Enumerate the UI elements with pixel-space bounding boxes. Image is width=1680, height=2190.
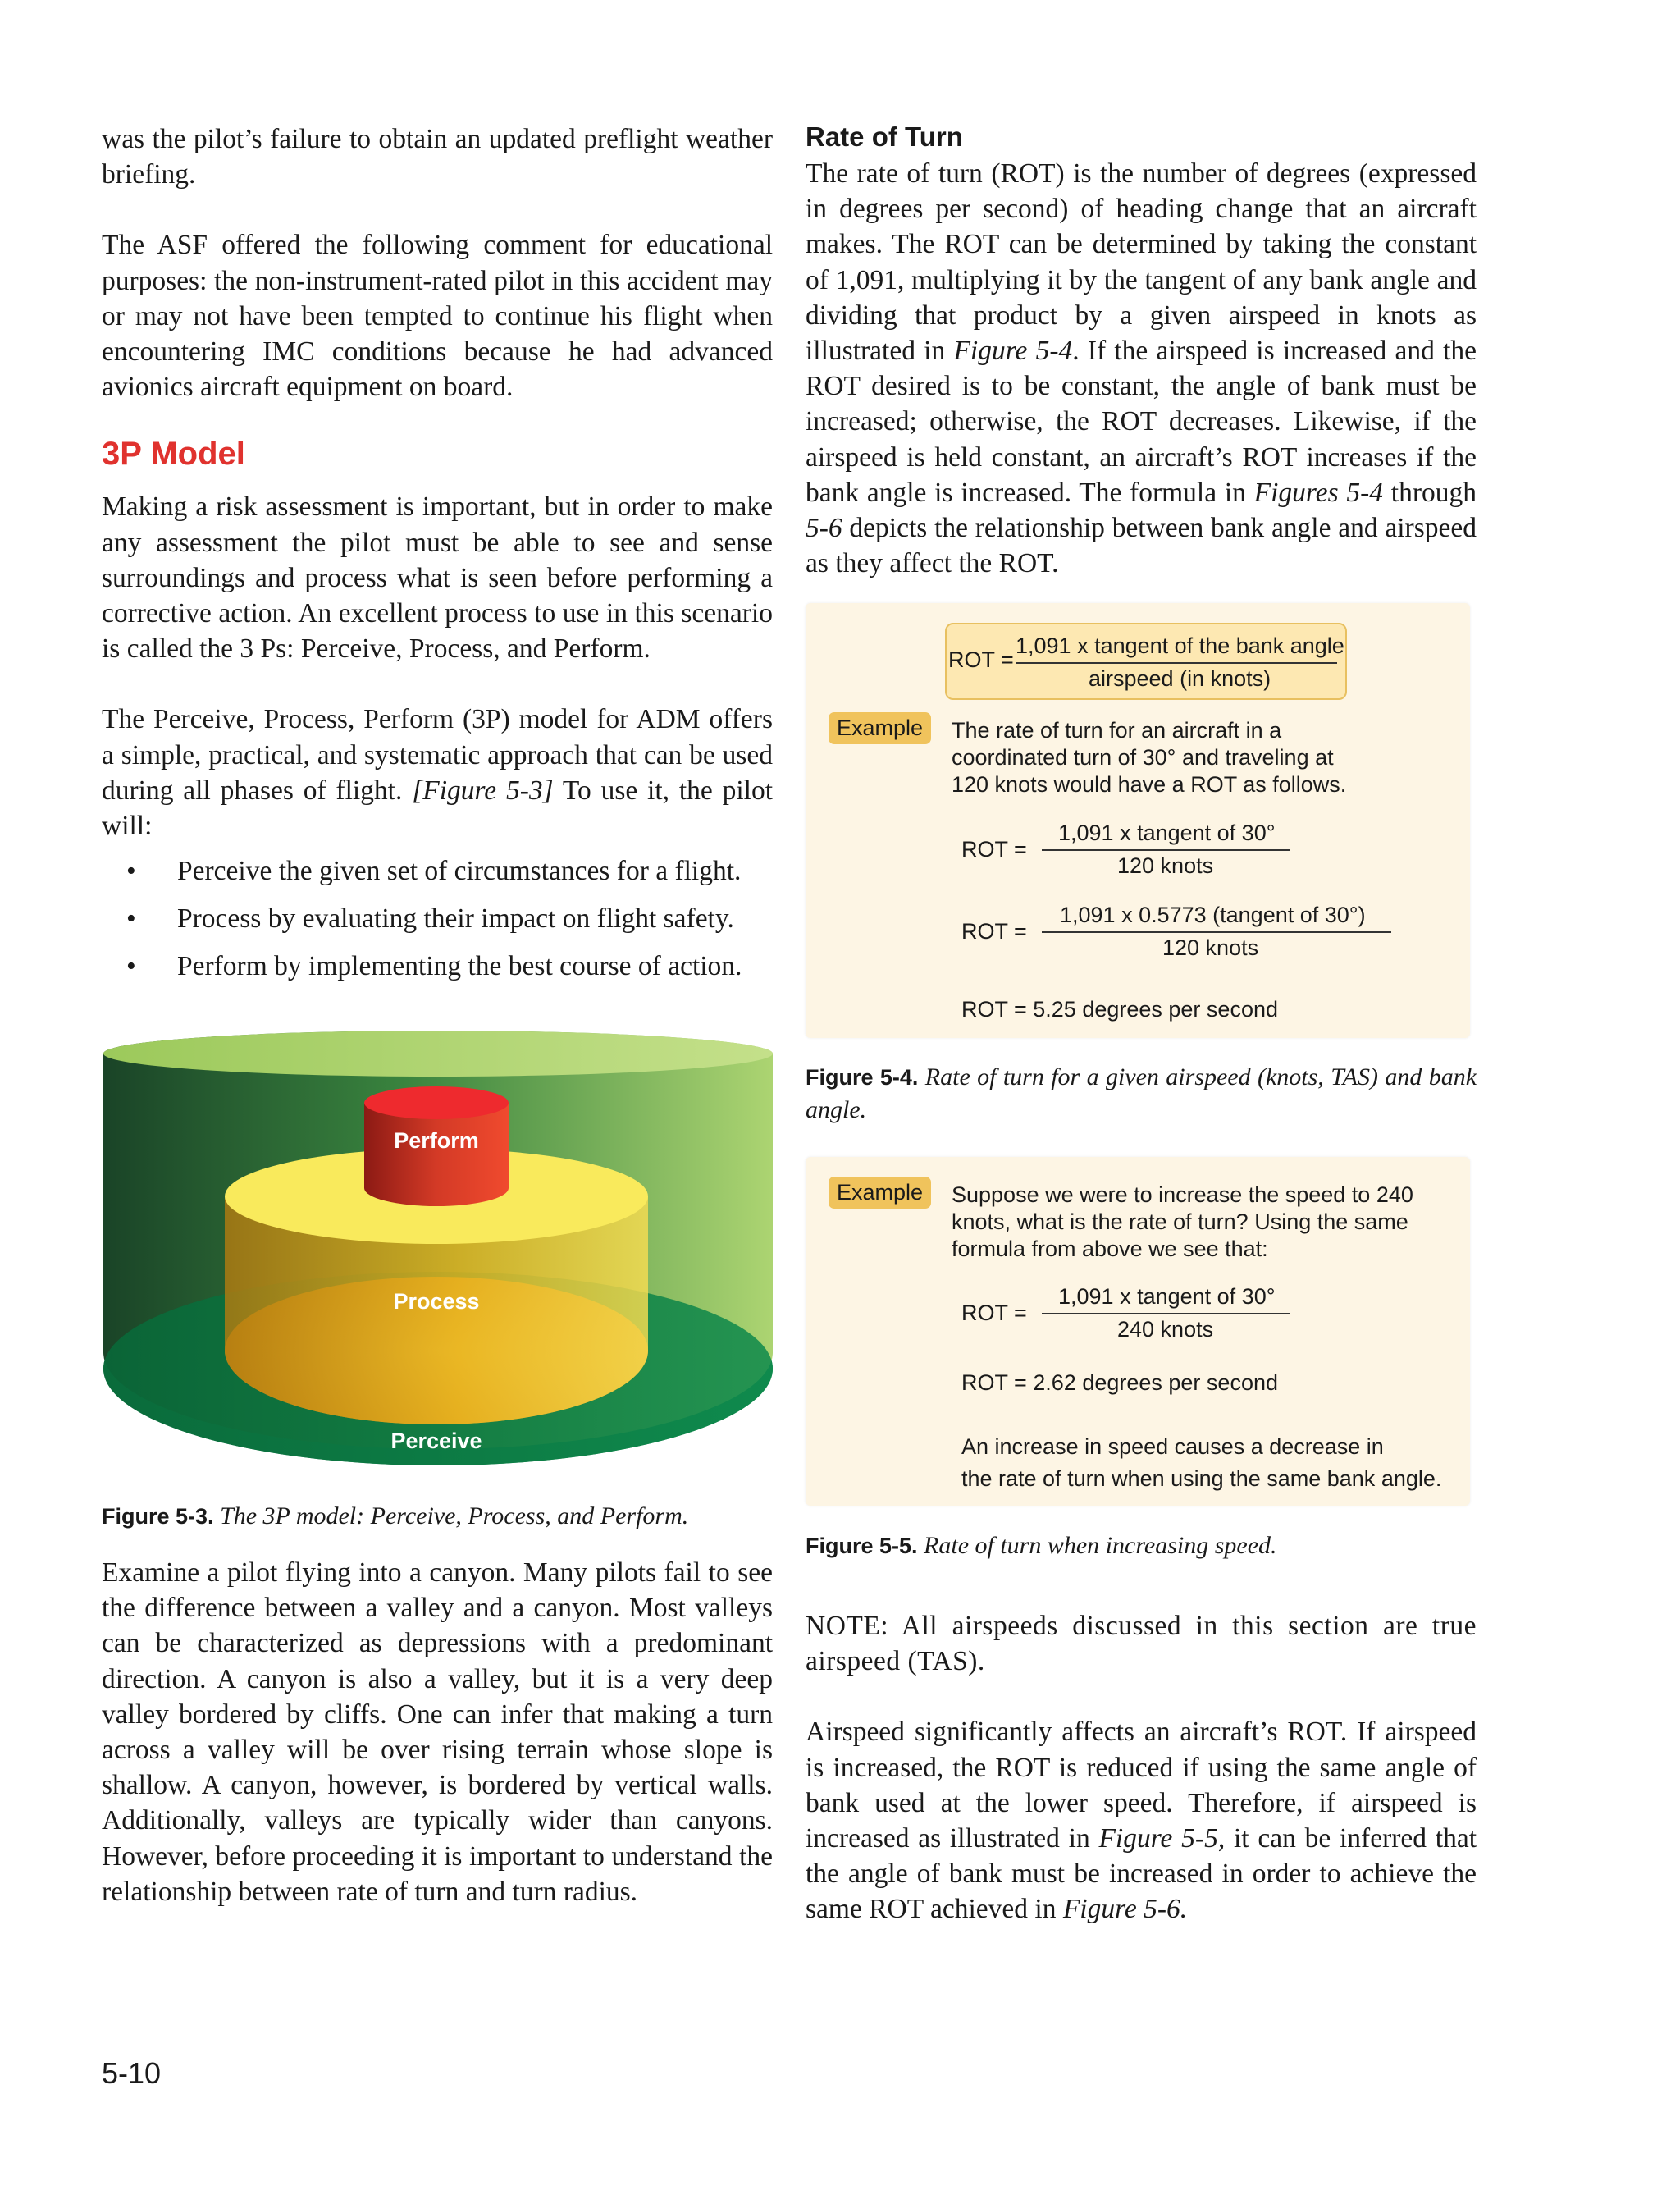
- label-perceive: Perceive: [390, 1429, 482, 1453]
- formula-rot-label: ROT =: [948, 647, 1014, 672]
- heading-rate-of-turn: Rate of Turn: [806, 121, 963, 152]
- eq2-numerator: 1,091 x 0.5773 (tangent of 30°): [1060, 903, 1366, 927]
- figure-5-3-caption: [102, 1500, 773, 1533]
- figure-5-5-label: Figure 5-5.: [806, 1534, 918, 1558]
- figure-5-3-label: Figure 5-3.: [102, 1504, 214, 1529]
- rot-text-d: depicts the relationship between bank angle and airspeed as they affect the ROT.: [806, 513, 1477, 579]
- figure-5-3-ref: [Figure 5-3]: [412, 775, 554, 806]
- heading-3p-model: 3P Model: [102, 436, 245, 473]
- eq1-numerator: 1,091 x tangent of 30°: [1058, 821, 1276, 845]
- rot-text-b: . If the airspeed is increased and the ROT desired is to be constant, the angle of bank must be increased; otherwise, the ROT decreases. Likewise, if the airspeed is held constant, an aircraft’s ROT increases if the bank angle is increased. The formula in: [806, 336, 1477, 508]
- paragraph-3p-model: [102, 702, 773, 844]
- figures-5-4-ref: Figures 5-4: [1253, 477, 1384, 508]
- figure-5-6-ref-2: Figure 5-6.: [1062, 1894, 1188, 1925]
- figure-5-6-ref: 5-6: [806, 513, 842, 544]
- figure-5-4-panel: [806, 603, 1470, 1038]
- eq1-lhs: ROT =: [961, 837, 1027, 862]
- rot-text-a: The rate of turn (ROT) is the number of degrees (expressed in degrees per second) of heading change that an aircraft makes. The ROT can be determined by taking the constant of 1,091, multiplying it by the tangent of any bank angle and dividing that product by a given airspeed in knots as illustrated in: [806, 158, 1477, 367]
- paragraph-rot-definition: [806, 156, 1477, 581]
- eq1-denominator: 120 knots: [1117, 853, 1214, 878]
- formula-denominator: airspeed (in knots): [1089, 666, 1271, 691]
- example-2-line-3: formula from above we see that:: [952, 1237, 1268, 1261]
- example-1-line-3: 120 knots would have a ROT as follows.: [952, 772, 1347, 797]
- eq2-fraction-bar: [1042, 931, 1391, 933]
- figure-5-4-caption: [806, 1061, 1477, 1127]
- figure-5-4-label: Figure 5-4.: [806, 1065, 919, 1090]
- bullet-perceive: • Perceive the given set of circumstances for a flight.: [102, 853, 773, 889]
- figure-5-5-caption: [806, 1529, 1477, 1562]
- result-2-62: ROT = 2.62 degrees per second: [961, 1370, 1278, 1395]
- paragraph-briefing: was the pilot’s failure to obtain an updated preflight weather briefing.: [102, 124, 773, 190]
- p4-text-a: The Perceive, Process, Perform (3P) model for ADM offers a simple, practical, and systematic approach that can be used during all phases of flight.: [102, 704, 773, 806]
- example-2-line-2: knots, what is the rate of turn? Using the same: [952, 1209, 1408, 1234]
- right-lower-block: [806, 1608, 1477, 1927]
- example-badge-2: Example: [829, 1177, 931, 1209]
- example-1-line-1: The rate of turn for an aircraft in a: [952, 718, 1282, 743]
- canyon-paragraph-block: [102, 1555, 773, 1909]
- perform-top-ellipse: [364, 1086, 509, 1119]
- figure-5-5-ref: Figure 5-5,: [1098, 1823, 1226, 1854]
- bullet-perform: • Perform by implementing the best course of action.: [102, 949, 773, 984]
- figure-5-3-caption-text: The 3P model: Perceive, Process, and Perform.: [220, 1502, 689, 1529]
- formula-fraction-bar: [1016, 662, 1337, 664]
- label-perform: Perform: [394, 1128, 479, 1153]
- airspeed-text-b: it can be inferred that the angle of bank must be increased in order to achieve the same ROT achieved in: [806, 1823, 1477, 1925]
- bullet-process: • Process by evaluating their impact on flight safety.: [102, 901, 773, 936]
- result-5-25: ROT = 5.25 degrees per second: [961, 997, 1278, 1022]
- perceive-top-ellipse: [103, 1031, 773, 1077]
- bullet-list: [102, 853, 773, 984]
- paragraph-asf-comment: The ASF offered the following comment for educational purposes: the non-instrument-rated pilot in this accident may or may not have been tempted to continue his flight when encountering IMC conditions because he had advanced avionics aircraft equipment on board.: [102, 230, 773, 403]
- eq2-lhs: ROT =: [961, 919, 1027, 944]
- speed-note-line-2: the rate of turn when using the same bank angle.: [961, 1466, 1442, 1491]
- airspeed-text-a: Airspeed significantly affects an aircraft’s ROT. If airspeed is increased, the ROT is reduced if using the same angle of bank used at the lower speed. Therefore, if airspeed is increased as illustrated in: [806, 1717, 1477, 1854]
- formula-numerator: 1,091 x tangent of the bank angle: [1016, 633, 1344, 658]
- eq3-denominator: 240 knots: [1117, 1317, 1214, 1342]
- p4-text-b: To use it, the pilot will:: [102, 775, 774, 842]
- paragraph-airspeed-effect: [806, 1714, 1477, 1927]
- eq3-fraction-bar: [1042, 1313, 1290, 1314]
- example-badge-1: Example: [829, 712, 931, 744]
- figure-5-4-caption-text: Rate of turn for a given airspeed (knots, TAS) and bank angle.: [806, 1063, 1477, 1123]
- left-column: [102, 121, 773, 996]
- paragraph-risk-assessment: Making a risk assessment is important, but in order to make any assessment the pilot must be able to see and sense surroundings and process what is seen before performing a corrective action. An excellent process to use in this scenario is called the 3 Ps: Perceive, Process, and Perform.: [102, 491, 773, 665]
- label-process: Process: [393, 1289, 480, 1314]
- example-2-line-1: Suppose we were to increase the speed to 240: [952, 1182, 1413, 1207]
- speed-note-line-1: An increase in speed causes a decrease in: [961, 1434, 1384, 1459]
- eq2-denominator: 120 knots: [1162, 935, 1259, 960]
- figure-5-4-ref: Figure 5-4: [953, 336, 1073, 367]
- paragraph-note-tas: NOTE: All airspeeds discussed in this section are true airspeed (TAS).: [806, 1611, 1477, 1677]
- eq1-fraction-bar: [1042, 849, 1290, 851]
- right-column: [806, 121, 1477, 581]
- figure-5-5-caption-text: Rate of turn when increasing speed.: [924, 1532, 1277, 1559]
- rot-text-c: through: [1390, 477, 1477, 508]
- figure-5-5-panel: [806, 1157, 1470, 1506]
- paragraph-canyon: Examine a pilot flying into a canyon. Many pilots fail to see the difference between a valley and a canyon. Most valleys can be characterized as depressions with a predominant direction. A canyon is also a valley, but it is a very deep valley bordered by cliffs. One can infer that making a turn across a valley will be over rising terrain whose slope is shallow. A canyon, however, is bordered by vertical walls. Additionally, valleys are typically wider than canyons. However, before proceeding it is important to understand the relationship between rate of turn and turn radius.: [102, 1557, 773, 1907]
- page-number: 5-10: [102, 2056, 162, 2090]
- figure-5-3-3p-model: [102, 1024, 774, 1467]
- eq3-numerator: 1,091 x tangent of 30°: [1058, 1284, 1276, 1309]
- example-1-line-2: coordinated turn of 30° and traveling at: [952, 745, 1334, 770]
- eq3-lhs: ROT =: [961, 1301, 1027, 1325]
